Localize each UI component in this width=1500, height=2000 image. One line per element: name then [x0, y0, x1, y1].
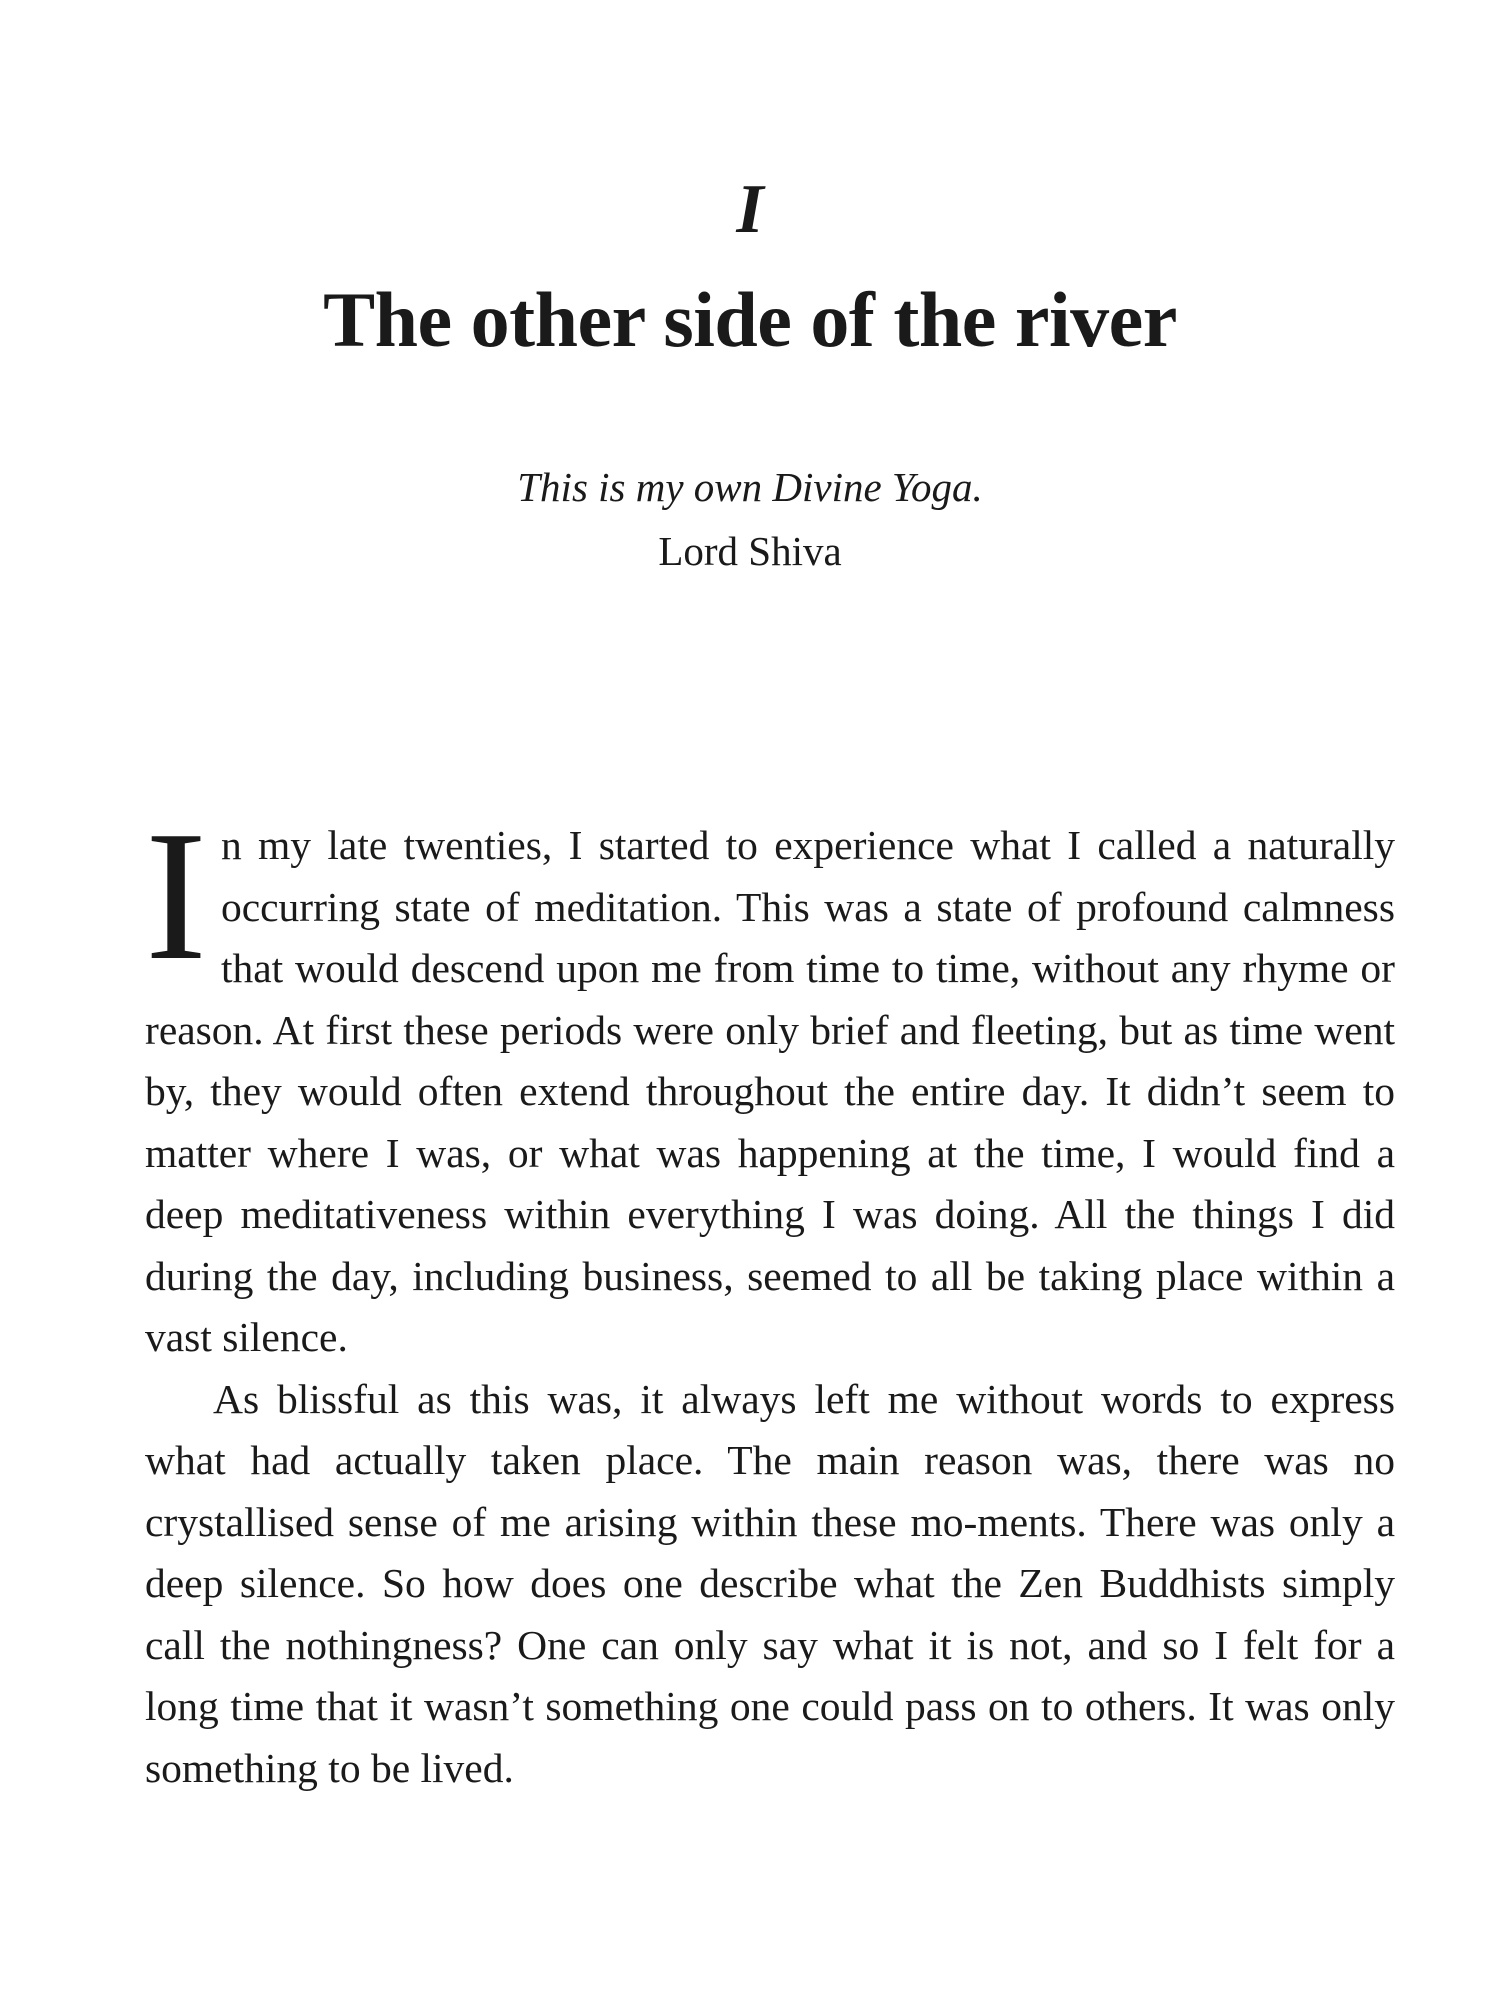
paragraph-2: As blissful as this was, it always left me without words to express what had actually taken place. The main reason was, there was no crystallised sense of me arising within these mo-ments. There was only a deep silence. So how does one describe what the Zen Buddhists simply call the nothingness? One can only say what it is not, and so I felt for a long time that it wasn’t something one could pass on to others. It was only something to be lived.: [145, 1375, 1395, 1791]
paragraph-1: [145, 793, 1395, 1369]
chapter-title: The other side of the river: [323, 276, 1177, 363]
epigraph-author: Lord Shiva: [658, 528, 842, 574]
paragraph-1-text: n my late twenties, I started to experience what I called a naturally occurring state of meditation. This was a state of profound calmness that would descend upon me from time to time, without any rhyme or reason. At first these periods were only brief and fleeting, but as time went by, they would often extend throughout the entire day. It didn’t seem to matter where I was, or what was happening at the time, I would find a deep meditativeness within everything I was doing. All the things I did during the day, including business, seemed to all be taking place within a vast silence.: [145, 822, 1395, 1360]
epigraph-quote: This is my own Divine Yoga.: [517, 464, 983, 510]
body-text: [145, 793, 1395, 1799]
drop-cap: I: [145, 793, 207, 999]
chapter-number: I: [736, 171, 764, 248]
epigraph: [0, 455, 1500, 583]
